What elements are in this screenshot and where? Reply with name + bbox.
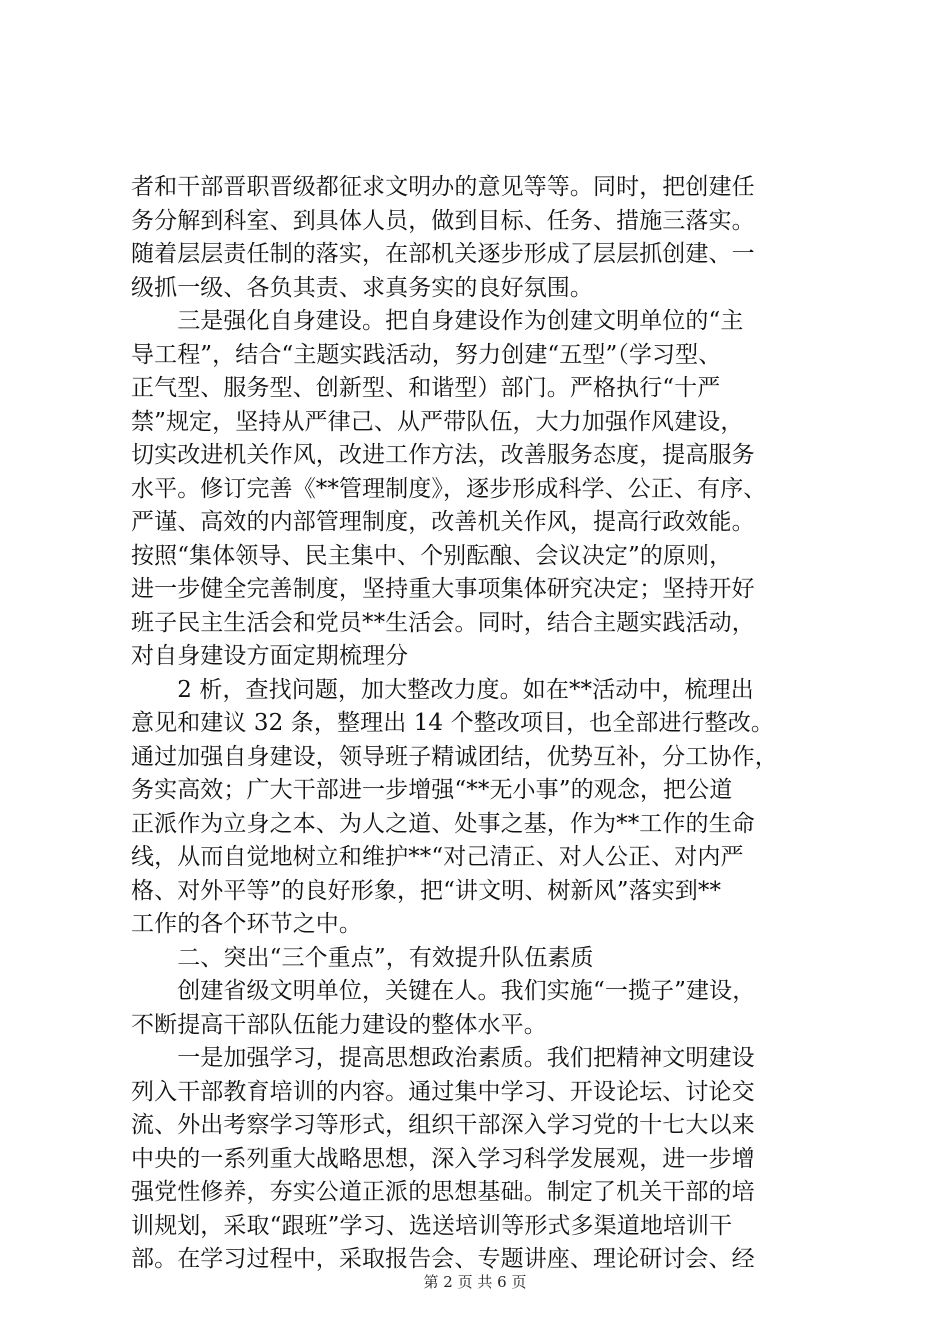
text-line: 三是强化自身建设。把自身建设作为创建文明单位的“主 xyxy=(131,308,744,334)
text-line: 意见和建议 32 条，整理出 14 个整改项目，也全部进行整改。 xyxy=(131,710,774,736)
text-line: 一是加强学习，提高思想政治素质。我们把精神文明建设 xyxy=(131,1045,755,1071)
text-line: 导工程”，结合“主题实践活动，努力创建“五型”（学习型、 xyxy=(131,341,722,368)
text-line: 正派作为立身之本、为人之道、处事之基，作为**工作的生命 xyxy=(131,810,755,837)
text-line: 水平。修订完善《**管理制度》，逐步形成科学、公正、有序、 xyxy=(131,475,767,502)
text-line: 进一步健全完善制度，坚持重大事项集体研究决定；坚持开好 xyxy=(131,576,755,602)
text-line: 格、对外平等”的良好形象，把“讲文明、树新风”落实到** xyxy=(131,877,722,904)
text-line: 按照“集体领导、民主集中、个别酝酿、会议决定”的原则， xyxy=(131,542,733,569)
text-line: 不断提高干部队伍能力建设的整体水平。 xyxy=(131,1011,547,1038)
text-line: 对自身建设方面定期梳理分 xyxy=(131,643,409,669)
text-line: 者和干部晋职晋级都征求文明办的意见等等。同时，把创建任 xyxy=(131,174,755,200)
text-line: 二、突出“三个重点”，有效提升队伍素质 xyxy=(131,944,594,971)
text-line: 线，从而自觉地树立和维护**“对己清正、对人公正、对内严 xyxy=(131,844,744,870)
text-line: 务实高效；广大干部进一步增强“**无小事”的观念，把公道 xyxy=(131,777,733,803)
text-line: 流、外出考察学习等形式，组织干部深入学习党的十七大以来 xyxy=(131,1112,755,1138)
text-line: 强党性修养，夯实公道正派的思想基础。制定了机关干部的培 xyxy=(131,1179,755,1205)
text-line: 列入干部教育培训的内容。通过集中学习、开设论坛、讨论交 xyxy=(131,1078,755,1105)
text-line: 训规划，采取“跟班”学习、选送培训等形式多渠道地培训干 xyxy=(131,1212,733,1239)
text-line: 正气型、服务型、创新型、和谐型）部门。严格执行“十严 xyxy=(131,375,721,401)
text-line: 随着层层责任制的落实，在部机关逐步形成了层层抓创建、一 xyxy=(131,241,755,267)
text-line: 创建省级文明单位，关键在人。我们实施“一揽子”建设， xyxy=(131,978,756,1004)
text-line: 工作的各个环节之中。 xyxy=(131,911,362,937)
text-line: 严谨、高效的内部管理制度，改善机关作风，提高行政效能。 xyxy=(131,509,755,535)
page-footer: 第 2 页 共 6 页 xyxy=(423,1273,527,1291)
text-line: 通过加强自身建设，领导班子精诚团结，优势互补，分工协作， xyxy=(131,743,778,770)
text-line: 禁”规定，坚持从严律己、从严带队伍，大力加强作风建设， xyxy=(131,408,744,435)
text-line: 切实改进机关作风，改进工作方法，改善服务态度，提高服务 xyxy=(131,442,755,468)
text-line: 中央的一系列重大战略思想，深入学习科学发展观，进一步增 xyxy=(131,1145,755,1172)
body-text xyxy=(131,171,831,1277)
text-line: 务分解到科室、到具体人员，做到目标、任务、措施三落实。 xyxy=(131,207,755,234)
text-line: 班子民主生活会和党员**生活会。同时，结合主题实践活动， xyxy=(131,609,755,636)
text-line: 部。在学习过程中，采取报告会、专题讲座、理论研讨会、经 xyxy=(131,1246,755,1272)
text-line: 2 析，查找问题，加大整改力度。如在**活动中，梳理出 xyxy=(131,676,754,703)
text-line: 级抓一级、各负其责、求真务实的良好氛围。 xyxy=(131,274,593,301)
